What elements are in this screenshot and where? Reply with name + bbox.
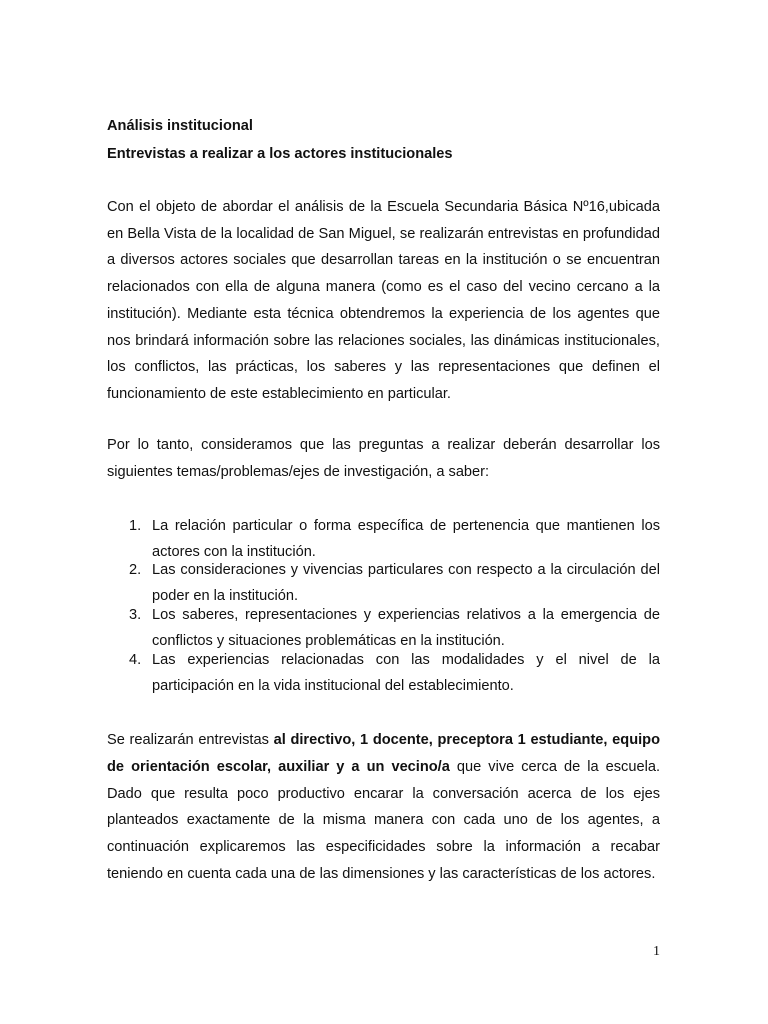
page-number: 1 <box>653 944 660 959</box>
interviews-text-end: que vive cerca de la escuela. Dado que resulta poco productivo encarar la conversación acerca de los ejes planteados exactamente de la misma manera con cada uno de los agentes, a continuación explicaremos las especificidades sobre la información a recabar teniendo en cuenta cada una de las dimensiones y las características de los actores. <box>107 758 660 882</box>
list-item-text: Los saberes, representaciones y experiencias relativos a la emergencia de conflictos y situaciones problemáticas en la institución. <box>152 607 660 649</box>
topics-intro-paragraph: Por lo tanto, consideramos que las preguntas a realizar deberán desarrollar los siguientes temas/problemas/ejes de investigación, a saber: <box>107 437 660 480</box>
list-number: 1. <box>129 518 142 534</box>
topics-list-item-4 <box>107 647 660 699</box>
list-number: 4. <box>129 652 142 668</box>
interviews-paragraph <box>107 727 660 888</box>
document-subtitle: Entrevistas a realizar a los actores institucionales <box>107 146 453 162</box>
interviewees-bold: al directivo, 1 docente, preceptora 1 estudiante, equipo de orientación escolar, auxiliar y a un vecino/a <box>107 732 660 775</box>
list-item-text: Las experiencias relacionadas con las modalidades y el nivel de la participación en la vida institucional del establecimiento. <box>152 652 660 694</box>
list-item-text: La relación particular o forma específica de pertenencia que mantienen los actores con la institución. <box>152 518 660 560</box>
list-number: 3. <box>129 607 142 623</box>
list-number: 2. <box>129 562 142 578</box>
document-title: Análisis institucional <box>107 118 253 134</box>
interviews-text-start: Se realizarán entrevistas <box>107 732 274 748</box>
list-item-text: Las consideraciones y vivencias particulares con respecto a la circulación del poder en la institución. <box>152 562 660 604</box>
intro-paragraph: Con el objeto de abordar el análisis de la Escuela Secundaria Básica Nº16,ubicada en Bella Vista de la localidad de San Miguel, se realizarán entrevistas en profundidad a diversos actores sociales que desarrollan tareas en la institución o se encuentran relacionados con ella de alguna manera (como es el caso del vecino cercano a la institución). Mediante esta técnica obtendremos la experiencia de los agentes que nos brindará información sobre las relaciones sociales, las dinámicas institucionales, los conflictos, las prácticas, los saberes y las representaciones que definen el funcionamiento de este establecimiento en particular. <box>107 199 660 402</box>
